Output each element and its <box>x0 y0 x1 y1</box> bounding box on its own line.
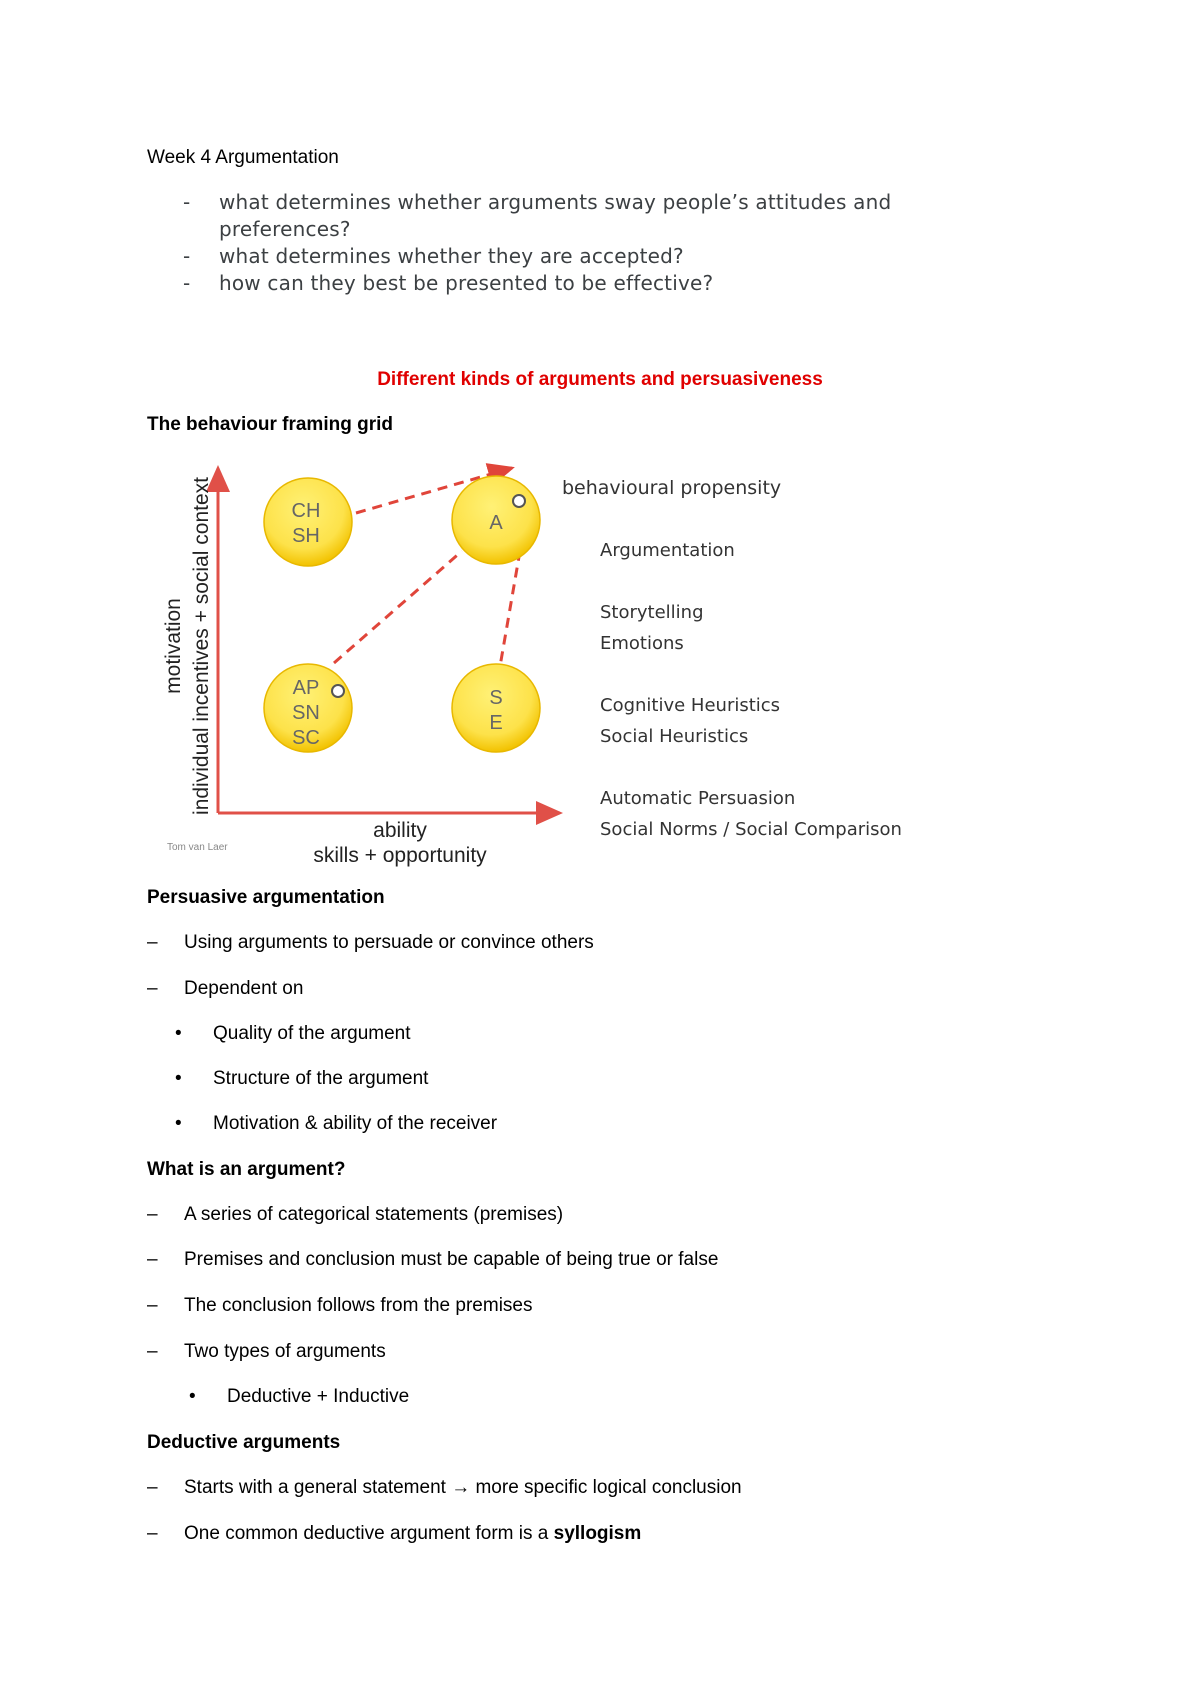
ring-marker <box>513 495 525 507</box>
list-item: – Dependent on <box>147 978 304 999</box>
document-title: Week 4 Argumentation <box>147 147 339 168</box>
argument-heading: What is an argument? <box>147 1159 346 1180</box>
section-title: Different kinds of arguments and persuasiveness <box>377 369 823 390</box>
circle-s-e <box>452 664 540 752</box>
list-item: – Two types of arguments <box>147 1341 386 1362</box>
circle-ch-sh <box>264 478 352 566</box>
credit-text: Tom van Laer <box>167 842 228 853</box>
svg-text:S: S <box>489 687 503 709</box>
question-item: - what determines whether arguments sway people’s attitudes and <box>183 190 892 214</box>
circle-a <box>452 476 540 564</box>
question-item: - what determines whether they are accepted? <box>183 244 684 268</box>
persuasive-heading: Persuasive argumentation <box>147 887 385 908</box>
list-item: – Using arguments to persuade or convince others <box>147 932 594 953</box>
ring-marker <box>332 685 344 697</box>
behaviour-framing-grid-diagram <box>160 458 940 868</box>
svg-text:A: A <box>489 512 503 534</box>
dashed-connector <box>334 551 462 663</box>
list-item: – Premises and conclusion must be capable of being true or false <box>147 1249 719 1270</box>
propensity-label: behavioural propensity <box>562 477 782 499</box>
sub-list-item: • Quality of the argument <box>175 1023 411 1044</box>
legend-item: Argumentation <box>600 540 735 561</box>
list-item: – A series of categorical statements (premises) <box>147 1204 564 1225</box>
legend-item: Storytelling <box>600 602 704 623</box>
deductive-heading: Deductive arguments <box>147 1432 341 1453</box>
sub-list-item: • Motivation & ability of the receiver <box>175 1113 498 1134</box>
y-axis-title: motivation <box>162 598 185 694</box>
svg-text:SC: SC <box>292 727 320 749</box>
x-axis-subtitle: skills + opportunity <box>313 844 487 867</box>
question-item: preferences? <box>219 217 351 241</box>
legend-item: Cognitive Heuristics <box>600 695 781 716</box>
x-axis-title: ability <box>373 819 427 842</box>
question-item: - how can they best be presented to be effective? <box>183 271 714 295</box>
legend-item: Emotions <box>600 633 684 654</box>
legend-item: Automatic Persuasion <box>600 788 796 809</box>
circle-ap-sn-sc <box>264 664 352 752</box>
sub-list-item: • Deductive + Inductive <box>189 1386 410 1407</box>
list-item: – Starts with a general statement → more specific logical conclusion <box>147 1477 742 1498</box>
list-item: – The conclusion follows from the premises <box>147 1295 533 1316</box>
sub-list-item: • Structure of the argument <box>175 1068 429 1089</box>
svg-text:E: E <box>489 712 503 734</box>
legend-item: Social Norms / Social Comparison <box>600 819 902 840</box>
legend-item: Social Heuristics <box>600 726 749 747</box>
svg-text:AP: AP <box>292 677 320 699</box>
arrow-icon: → <box>451 1477 471 1498</box>
grid-heading: The behaviour framing grid <box>147 414 393 435</box>
svg-text:CH: CH <box>291 500 321 522</box>
dashed-connector <box>498 551 520 678</box>
svg-text:SN: SN <box>292 702 320 724</box>
question-list <box>183 189 983 297</box>
svg-text:SH: SH <box>292 525 320 547</box>
list-item: – One common deductive argument form is a syllogism <box>147 1523 642 1544</box>
y-axis-subtitle: individual incentives + social context <box>190 477 213 815</box>
